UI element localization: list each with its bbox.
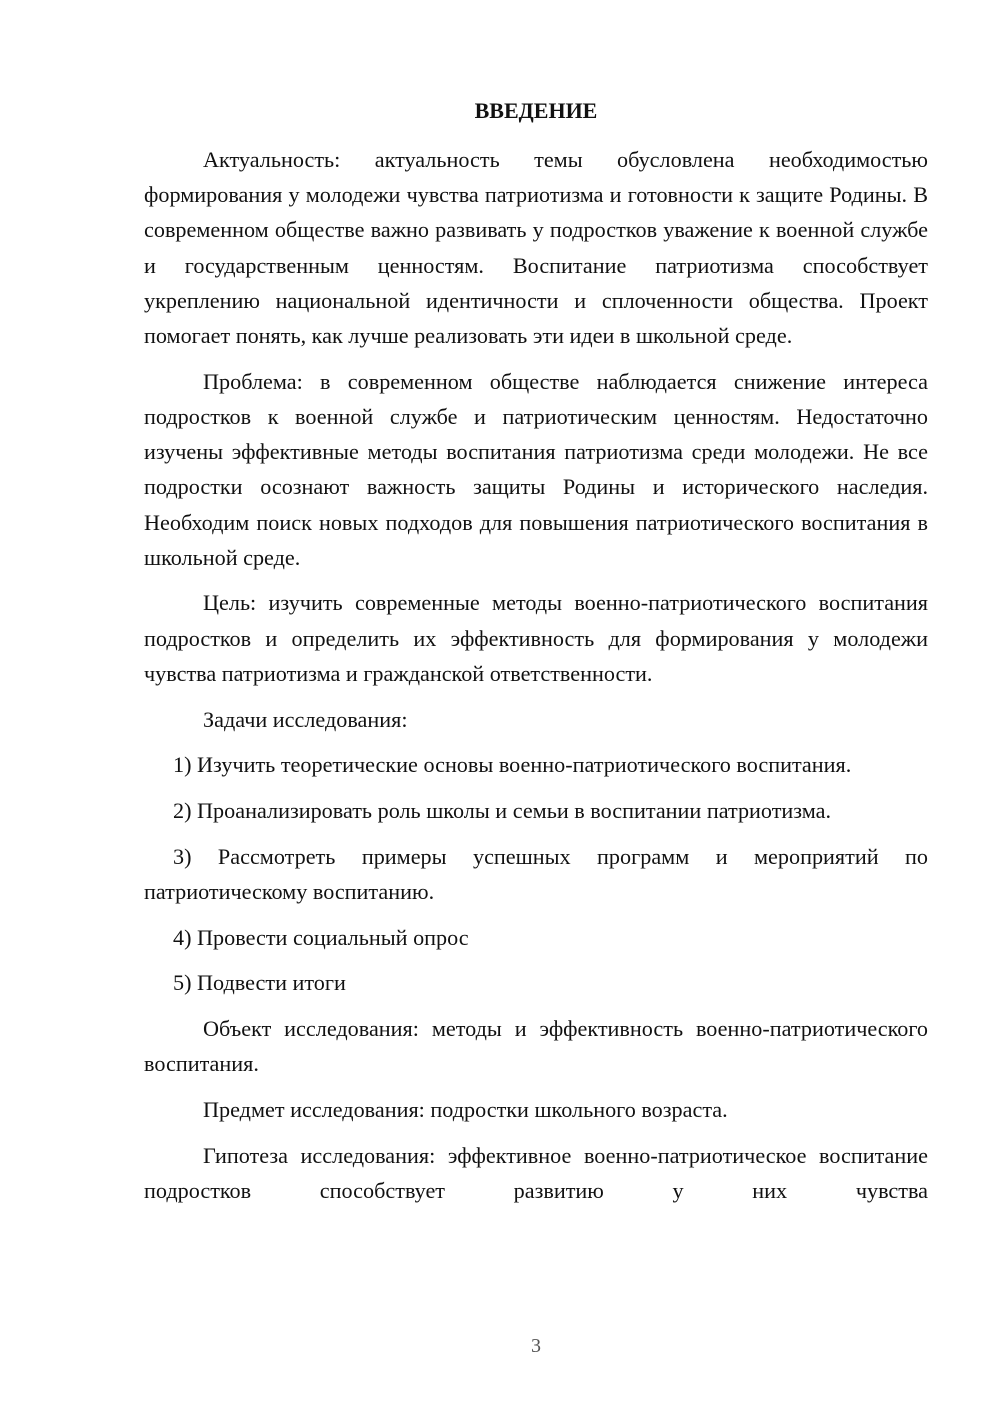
paragraph-goal: Цель: изучить современные методы военно-патриотического воспитания подростков и определить их эффективность для формирования у молодежи чувства патриотизма и гражданской ответственности. [144, 590, 928, 686]
paragraph-hypothesis: Гипотеза исследования: эффективное военно-патриотическое воспитание подростков способствует развитию у них чувства [144, 1142, 928, 1203]
paragraph-subject: Предмет исследования: подростки школьного возраста. [203, 1096, 728, 1122]
task-item-4: 4) Провести социальный опрос [173, 924, 469, 950]
task-item-3: 3) Рассмотреть примеры успешных программ и мероприятий по патриотическому воспитанию. [144, 843, 928, 904]
task-item-1: 1) Изучить теоретические основы военно-патриотического воспитания. [173, 752, 852, 778]
tasks-heading: Задачи исследования: [203, 706, 408, 732]
task-item-5: 5) Подвести итоги [173, 970, 346, 996]
page-content [144, 93, 928, 1208]
paragraph-object: Объект исследования: методы и эффективность военно-патриотического воспитания. [144, 1015, 928, 1077]
paragraph-problem: Проблема: в современном обществе наблюдается снижение интереса подростков к военной службе и патриотическим ценностям. Недостаточно изучены эффективные методы воспитания патриотизма среди молодежи. Не все подростки осознают важность защиты Родины и исторического наследия. Необходим поиск новых подходов для повышения патриотического воспитания в школьной среде. [144, 368, 928, 570]
page-title: ВВЕДЕНИЕ [474, 98, 598, 123]
task-item-2: 2) Проанализировать роль школы и семьи в воспитании патриотизма. [173, 797, 832, 823]
page-number: 3 [531, 1335, 541, 1357]
paragraph-relevance: Актуальность: актуальность темы обусловлена необходимостью формирования у молодежи чувства патриотизма и готовности к защите Родины. В современном обществе важно развивать у подростков уважение к военной службе и государственным ценностям. Воспитание патриотизма способствует укреплению национальной идентичности и сплоченности общества. Проект помогает понять, как лучше реализовать эти идеи в школьной среде. [144, 147, 928, 349]
